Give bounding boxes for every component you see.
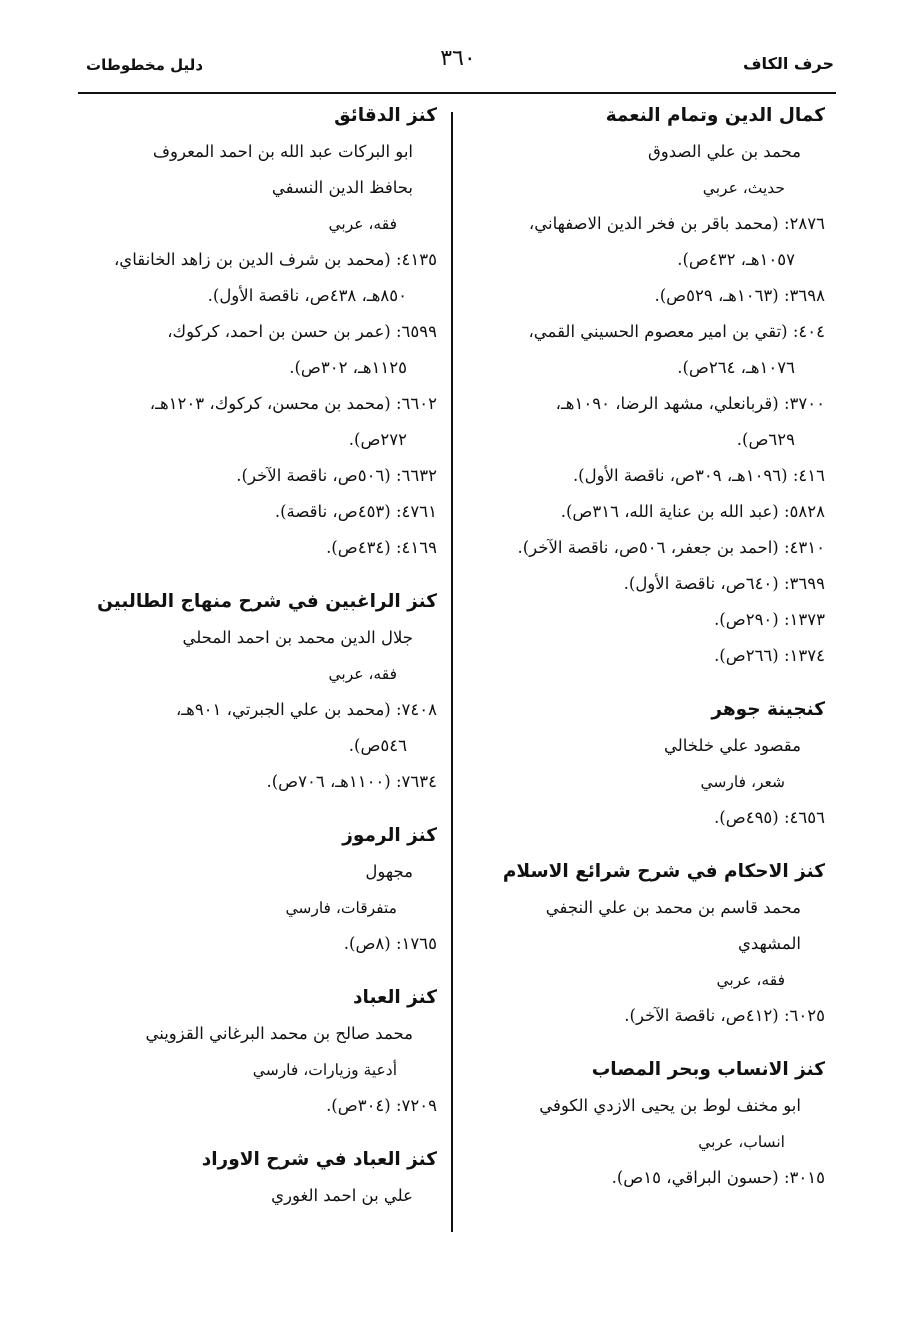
entry-subject: فقه، عربي [328, 665, 397, 683]
manuscript-record: ١٣٧٣: (٢٩٠ص). [714, 610, 825, 629]
manuscript-entry [77, 584, 437, 800]
entry-author: مقصود علي خلخالي [663, 736, 801, 755]
manuscript-record: ٦٦٣٢: (٥٠٦ص، ناقصة الآخر). [236, 466, 437, 485]
manuscript-entry [465, 692, 825, 836]
entry-author: محمد بن علي الصدوق [648, 142, 801, 161]
manuscript-record: ١٧٦٥: (٨ص). [343, 934, 437, 953]
manuscript-record: ٧٤٠٨: (محمد بن علي الجبرتي، ٩٠١هـ، [175, 700, 437, 719]
entry-author: جلال الدين محمد بن احمد المحلي [182, 628, 413, 647]
entry-author: مجهول [365, 862, 413, 881]
entry-title: كنجينة جوهر [711, 699, 825, 720]
entry-title: كمال الدين وتمام النعمة [605, 105, 825, 126]
page-number: ٣٦٠ [440, 46, 476, 71]
entry-author-continued: المشهدي [737, 934, 801, 953]
manuscript-entry [77, 98, 437, 566]
manuscript-entry [465, 1052, 825, 1196]
left-column [77, 98, 437, 1232]
entry-title: كنز العباد [353, 987, 437, 1008]
manuscript-record: ٤٦٥٦: (٤٩٥ص). [714, 808, 825, 827]
manuscript-record: ٦٢٩ص). [736, 430, 795, 449]
manuscript-record: ٢٧٢ص). [348, 430, 407, 449]
book-title: دليل مخطوطات [86, 56, 204, 74]
manuscript-entry [77, 980, 437, 1124]
manuscript-record: ٢٨٧٦: (محمد باقر بن فخر الدين الاصفهاني، [528, 214, 825, 233]
manuscript-record: ٦٠٢٥: (٤١٢ص، ناقصة الآخر). [624, 1006, 825, 1025]
manuscript-record: ٥٨٢٨: (عبد الله بن عناية الله، ٣١٦ص). [560, 502, 825, 521]
manuscript-record: ٣٦٩٩: (٦٤٠ص، ناقصة الأول). [623, 574, 825, 593]
entry-title: كنز الاحكام في شرح شرائع الاسلام [502, 861, 825, 882]
entry-author: علي بن احمد الغوري [271, 1186, 413, 1205]
entry-author: ابو مخنف لوط بن يحيى الازدي الكوفي [539, 1096, 801, 1115]
manuscript-record: ٤١٣٥: (محمد بن شرف الدين بن زاهد الخانقاي، [113, 250, 437, 269]
entry-title: كنز الدقائق [334, 105, 437, 126]
entry-title: كنز الانساب وبحر المصاب [591, 1059, 825, 1080]
page-header [78, 44, 836, 92]
entry-subject: شعر، فارسي [700, 773, 785, 791]
manuscript-record: ٥٤٦ص). [348, 736, 407, 755]
entry-author-continued: بحافظ الدين النسفي [271, 178, 413, 197]
manuscript-record: ٣٦٩٨: (١٠٦٣هـ، ٥٢٩ص). [654, 286, 825, 305]
column-divider [451, 112, 453, 1232]
entry-subject: فقه، عربي [328, 215, 397, 233]
manuscript-record: ١٣٧٤: (٢٦٦ص). [714, 646, 825, 665]
entry-author: ابو البركات عبد الله بن احمد المعروف [152, 142, 413, 161]
manuscript-record: ٤١٦: (١٠٩٦هـ، ٣٠٩ص، ناقصة الأول). [572, 466, 825, 485]
manuscript-entry [465, 98, 825, 674]
entry-subject: متفرقات، فارسي [285, 899, 397, 917]
entry-subject: فقه، عربي [716, 971, 785, 989]
entry-title: كنز العباد في شرح الاوراد [201, 1149, 437, 1170]
manuscript-record: ٤٣١٠: (احمد بن جعفر، ٥٠٦ص، ناقصة الآخر). [517, 538, 825, 557]
manuscript-record: ٦٦٠٢: (محمد بن محسن، كركوك، ١٢٠٣هـ، [149, 394, 437, 413]
manuscript-record: ١١٢٥هـ، ٣٠٢ص). [289, 358, 407, 377]
entry-subject: أدعية وزيارات، فارسي [252, 1061, 397, 1079]
entry-subject: انساب، عربي [698, 1133, 785, 1151]
manuscript-record: ١٠٥٧هـ، ٤٣٢ص). [677, 250, 795, 269]
manuscript-entry [77, 818, 437, 962]
manuscript-record: ٧٦٣٤: (١١٠٠هـ، ٧٠٦ص). [266, 772, 437, 791]
manuscript-record: ٤٠٤: (تقي بن امير معصوم الحسيني القمي، [528, 322, 825, 341]
section-title: حرف الكاف [742, 54, 834, 73]
manuscript-record: ١٠٧٦هـ، ٢٦٤ص). [677, 358, 795, 377]
manuscript-record: ٦٥٩٩: (عمر بن حسن بن احمد، كركوك، [167, 322, 437, 341]
manuscript-record: ٣٠١٥: (حسون البراقي، ١٥ص). [611, 1168, 825, 1187]
manuscript-record: ٤٧٦١: (٤٥٣ص، ناقصة). [274, 502, 437, 521]
entry-subject: حديث، عربي [702, 179, 785, 197]
entry-title: كنز الرموز [342, 825, 437, 846]
right-column [465, 98, 825, 1214]
manuscript-entry [77, 1142, 437, 1214]
header-divider [78, 92, 836, 94]
manuscript-record: ٤١٦٩: (٤٣٤ص). [326, 538, 437, 557]
entry-title: كنز الراغبين في شرح منهاج الطالبين [97, 591, 437, 612]
entry-author: محمد صالح بن محمد البرغاني القزويني [145, 1024, 413, 1043]
entry-author: محمد قاسم بن محمد بن علي النجفي [545, 898, 801, 917]
manuscript-record: ٨٥٠هـ، ٤٣٨ص، ناقصة الأول). [207, 286, 407, 305]
manuscript-record: ٧٢٠٩: (٣٠٤ص). [326, 1096, 437, 1115]
manuscript-record: ٣٧٠٠: (قربانعلي، مشهد الرضا، ١٠٩٠هـ، [555, 394, 825, 413]
manuscript-entry [465, 854, 825, 1034]
